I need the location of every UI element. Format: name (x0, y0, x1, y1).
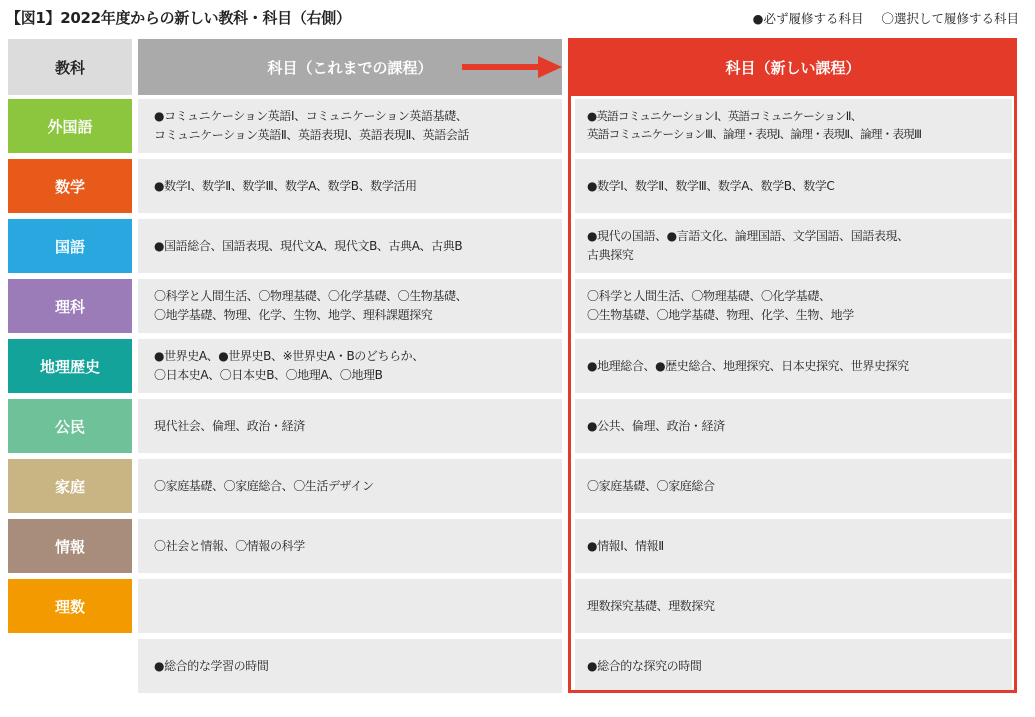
subject-label: 公民 (8, 399, 132, 453)
new-courses: 理数探究基礎、理数探究 (575, 579, 1012, 633)
subject-label: 理科 (8, 279, 132, 333)
old-courses (138, 579, 562, 633)
arrow-right-icon (462, 56, 562, 78)
subject-label: 数学 (8, 159, 132, 213)
subject-label: 外国語 (8, 99, 132, 153)
old-courses: 〇家庭基礎、〇家庭総合、〇生活デザイン (138, 459, 562, 513)
table-row (0, 459, 1035, 513)
legend (753, 9, 1019, 27)
subject-label: 家庭 (8, 459, 132, 513)
old-courses: ●総合的な学習の時間 (138, 639, 562, 693)
old-courses: ●国語総合、国語表現、現代文A、現代文B、古典A、古典B (138, 219, 562, 273)
table-row (0, 579, 1035, 633)
new-courses: ●情報Ⅰ、情報Ⅱ (575, 519, 1012, 573)
table-row (0, 639, 1035, 693)
table-row (0, 99, 1035, 153)
old-courses: 〇科学と人間生活、〇物理基礎、〇化学基礎、〇生物基礎、 〇地学基礎、物理、化学、生物、地学、理科課題探究 (138, 279, 562, 333)
legend-elective: 〇選択して履修する科目 (881, 11, 1019, 26)
new-courses: 〇科学と人間生活、〇物理基礎、〇化学基礎、 〇生物基礎、〇地学基礎、物理、化学、生物、地学 (575, 279, 1012, 333)
table-row (0, 339, 1035, 393)
old-courses: ●コミュニケーション英語Ⅰ、コミュニケーション英語基礎、 コミュニケーション英語Ⅱ、英語表現Ⅰ、英語表現Ⅱ、英語会話 (138, 99, 562, 153)
old-courses: ●数学Ⅰ、数学Ⅱ、数学Ⅲ、数学A、数学B、数学活用 (138, 159, 562, 213)
new-courses: ●公共、倫理、政治・経済 (575, 399, 1012, 453)
legend-required: ●必ず履修する科目 (752, 11, 864, 26)
subject-label: 理数 (8, 579, 132, 633)
subject-label: 地理歴史 (8, 339, 132, 393)
new-courses: ●現代の国語、●言語文化、論理国語、文学国語、国語表現、 古典探究 (575, 219, 1012, 273)
new-courses: ●数学Ⅰ、数学Ⅱ、数学Ⅲ、数学A、数学B、数学C (575, 159, 1012, 213)
table-row (0, 519, 1035, 573)
table-row (0, 279, 1035, 333)
table-row (0, 399, 1035, 453)
subject-label: 情報 (8, 519, 132, 573)
figure-title: 【図1】2022年度からの新しい教科・科目（右側） (6, 9, 351, 27)
new-courses: ●地理総合、●歴史総合、地理探究、日本史探究、世界史探究 (575, 339, 1012, 393)
old-courses: 現代社会、倫理、政治・経済 (138, 399, 562, 453)
table-row (0, 219, 1035, 273)
subject-label: 国語 (8, 219, 132, 273)
old-courses: 〇社会と情報、〇情報の科学 (138, 519, 562, 573)
old-courses: ●世界史A、●世界史B、※世界史A・Bのどちらか、 〇日本史A、〇日本史B、〇地理A、〇地理B (138, 339, 562, 393)
new-courses: ●英語コミュニケーションⅠ、英語コミュニケーションⅡ、 英語コミュニケーションⅢ、論理・表現Ⅰ、論理・表現Ⅱ、論理・表現Ⅲ (575, 99, 1012, 153)
header-old-curriculum: 科目（これまでの課程） (138, 39, 562, 95)
header-new-curriculum: 科目（新しい課程） (570, 38, 1016, 96)
new-courses: 〇家庭基礎、〇家庭総合 (575, 459, 1012, 513)
new-courses: ●総合的な探究の時間 (575, 639, 1012, 693)
header-subject: 教科 (8, 39, 132, 95)
table-row (0, 159, 1035, 213)
